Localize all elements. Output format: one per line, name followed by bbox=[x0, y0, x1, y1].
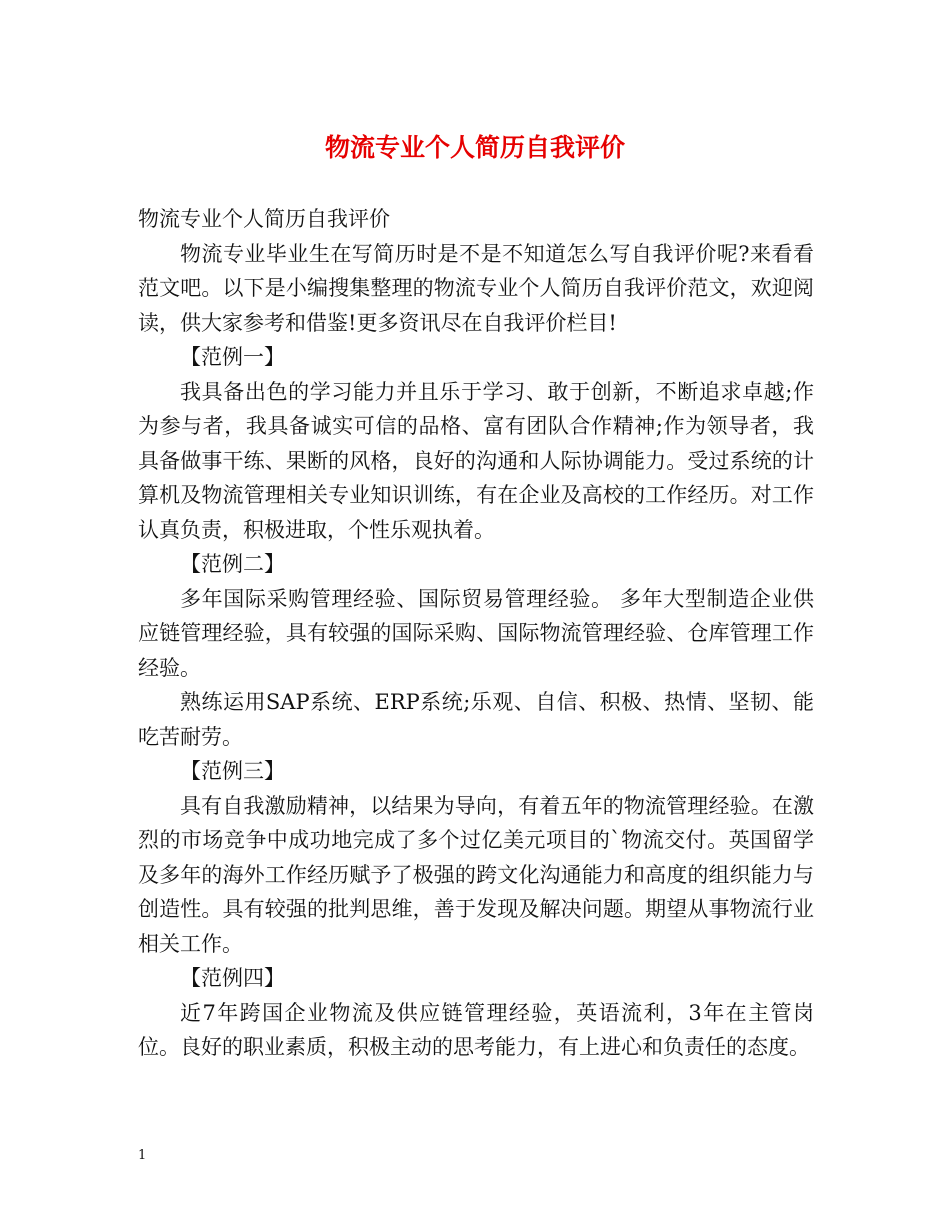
example-3-paragraph-1: 具有自我激励精神，以结果为导向，有着五年的物流管理经验。在激烈的市场竞争中成功地完成了多个过亿美元项目的`物流交付。英国留学及多年的海外工作经历赋予了极强的跨文化沟通能力和高度的组织能力与创造性。具有较强的批判思维，善于发现及解决问题。期望从事物流行业相关工作。 bbox=[138, 793, 814, 956]
example-2-paragraph-1: 多年国际采购管理经验、国际贸易管理经验。 多年大型制造企业供应链管理经验，具有较强的国际采购、国际物流管理经验、仓库管理工作经验。 bbox=[138, 586, 814, 680]
document-title: 物流专业个人简历自我评价 bbox=[324, 133, 625, 162]
document-subtitle: 物流专业个人简历自我评价 bbox=[138, 207, 390, 231]
page-number: 1 bbox=[138, 1148, 147, 1163]
example-4-heading: 【范例四】 bbox=[180, 966, 285, 990]
example-2-heading: 【范例二】 bbox=[180, 552, 285, 576]
example-2-paragraph-2: 熟练运用SAP系统、ERP系统;乐观、自信、积极、热情、坚韧、能吃苦耐劳。 bbox=[138, 690, 814, 749]
example-4-paragraph-1: 近7年跨国企业物流及供应链管理经验，英语流利，3年在主管岗位。良好的职业素质，积极主动的思考能力，有上进心和负责任的态度。 bbox=[138, 1000, 814, 1059]
example-3-heading: 【范例三】 bbox=[180, 759, 285, 783]
example-1-paragraph-1: 我具备出色的学习能力并且乐于学习、敢于创新，不断追求卓越;作为参与者，我具备诚实可信的品格、富有团队合作精神;作为领导者，我具备做事干练、果断的风格，良好的沟通和人际协调能力。受过系统的计算机及物流管理相关专业知识训练，有在企业及高校的工作经历。对工作认真负责，积极进取，个性乐观执着。 bbox=[138, 379, 814, 542]
example-1-heading: 【范例一】 bbox=[180, 345, 285, 369]
document-body bbox=[138, 202, 814, 1065]
intro-paragraph: 物流专业毕业生在写简历时是不是不知道怎么写自我评价呢?来看看范文吧。以下是小编搜集整理的物流专业个人简历自我评价范文，欢迎阅读，供大家参考和借鉴!更多资讯尽在自我评价栏目! bbox=[138, 241, 814, 335]
